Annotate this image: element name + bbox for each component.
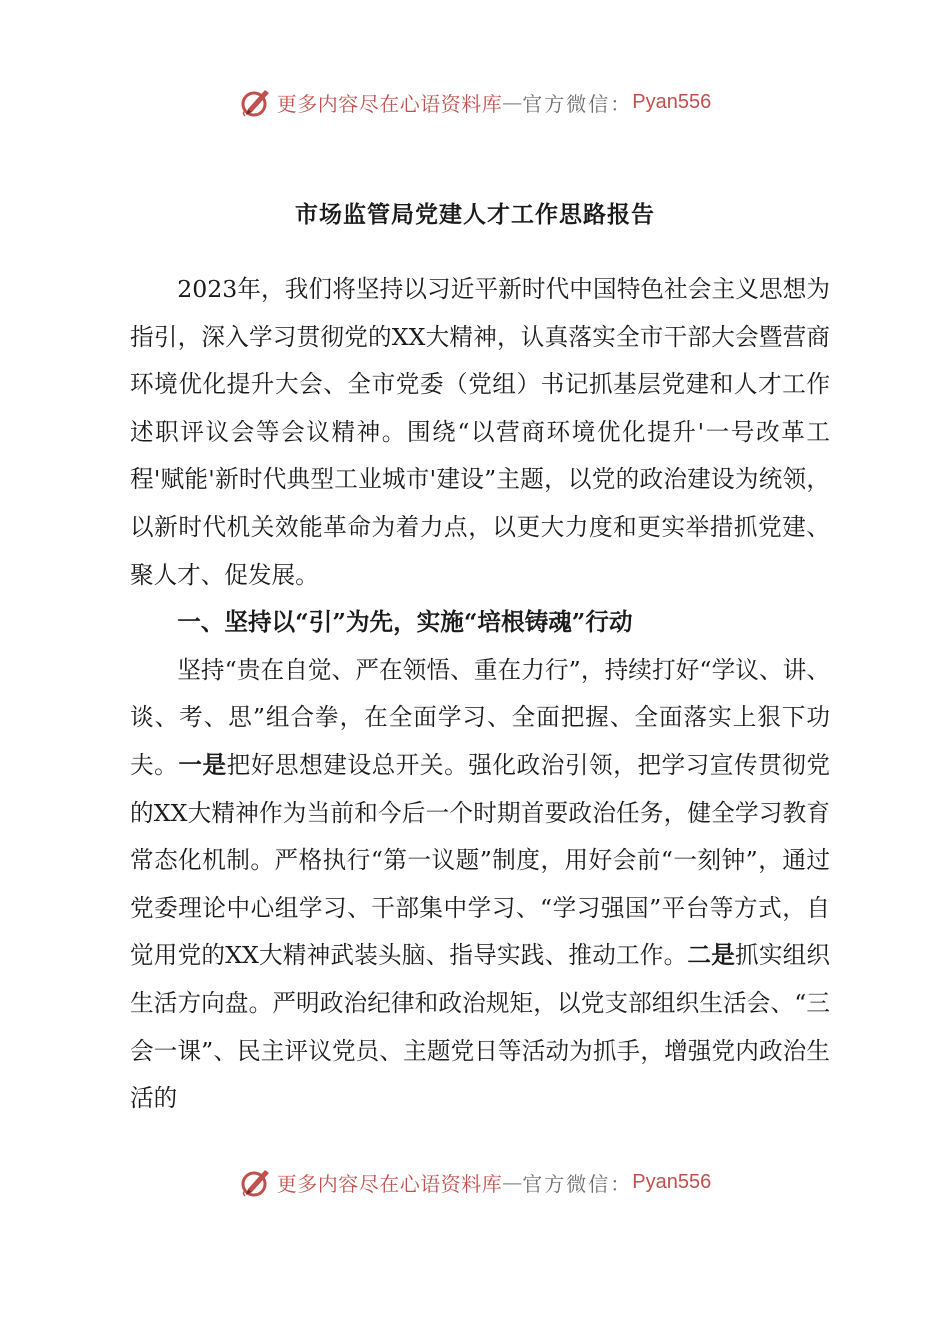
paragraph-text: 抓实组织生活方向盘。严明政治纪律和政治规矩，以党支部组织生活会、“三会一课”、民主评议党员、主题党日等活动为抓手，增强党内政治生活的 [130, 941, 831, 1113]
banner-dash: — [502, 90, 523, 114]
paragraph-text: 坚持“贵在自觉、严在领悟、重在力行”，持续打好“学议、讲、谈、考、思”组合拳，在全面学习、全面把握、全面落实上狠下功夫。 [130, 655, 830, 779]
paragraph-text: 把好思想建设总开关。强化政治引领，把学习宣传贯彻党的XX大精神作为当前和今后一个时期首要政治任务，健全学习教育常态化机制。严格执行“第一议题”制度，用好会前“一刻钟”，通过党委理论中心组学习、干部集中学习、“学习强国”平台等方式，自觉用党的XX大精神武装头脑、指导实践、推动工作。 [130, 750, 831, 970]
section-1-paragraph [130, 647, 830, 1123]
banner-wechat-id: Pyan556 [632, 1170, 712, 1193]
section-heading-1: 一、坚持以“引”为先，实施“培根铸魂”行动 [177, 608, 633, 637]
quill-pen-logo-icon [239, 85, 273, 119]
document-body [130, 266, 830, 1123]
banner-wechat-id: Pyan556 [632, 90, 712, 113]
banner-wechat-label: 官方微信： [522, 91, 633, 116]
banner-brand-text: 更多内容尽在心语资料库 [276, 91, 503, 116]
quill-pen-logo-icon [239, 1165, 273, 1199]
banner-brand-text: 更多内容尽在心语资料库 [276, 1171, 503, 1196]
document-title: 市场监管局党建人才工作思路报告 [295, 201, 655, 228]
point-label-second: 二是 [687, 941, 736, 970]
header-watermark-banner [0, 80, 950, 124]
banner-dash: — [502, 1170, 523, 1194]
intro-paragraph: 2023年，我们将坚持以习近平新时代中国特色社会主义思想为指引，深入学习贯彻党的XX大精神，认真落实全市干部大会暨营商环境优化提升大会、全市党委（党组）书记抓基层党建和人才工作述职评议会等会议精神。围绕“以营商环境优化提升'一号改革工程'赋能'新时代典型工业城市'建设”主题，以党的政治建设为统领，以新时代机关效能革命为着力点，以更大力度和更实举措抓党建、聚人才、促发展。 [130, 275, 830, 589]
banner-wechat-label: 官方微信： [522, 1171, 633, 1196]
footer-watermark-banner [0, 1160, 950, 1204]
point-label-first: 一是 [178, 750, 227, 779]
